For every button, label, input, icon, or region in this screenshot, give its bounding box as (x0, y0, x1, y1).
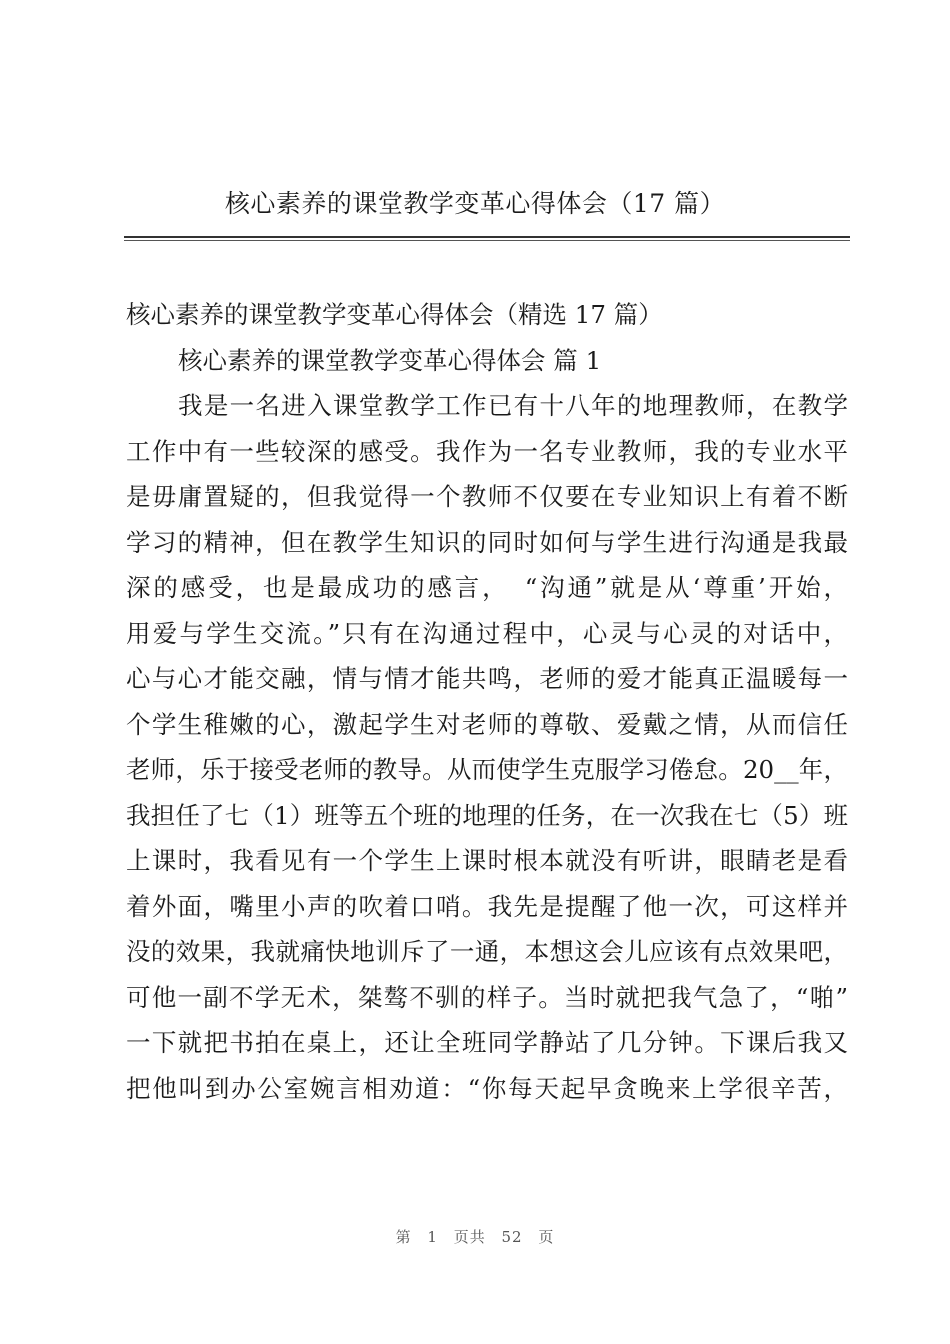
paragraph-line: 把他叫到办公室婉言相劝道：“你每天起早贪晚来上学很辛苦， (126, 1073, 848, 1103)
paragraph-line: 学习的精神，但在教学生知识的同时如何与学生进行沟通是我最 (126, 527, 848, 557)
running-header-title: 核心素养的课堂教学变革心得体会（17 篇） (224, 189, 726, 218)
header-rule-thick (124, 236, 850, 238)
paragraph-line: 心与心才能交融，情与情才能共鸣，老师的爱才能真正温暖每一 (126, 664, 848, 693)
paragraph-line: 一下就把书拍在桌上，还让全班同学静站了几分钟。下课后我又 (126, 1028, 848, 1057)
paragraph-line: 深的感受，也是最成功的感言， “沟通”就是从‘尊重’开始， (126, 573, 848, 602)
paragraph-line: 是毋庸置疑的，但我觉得一个教师不仅要在专业知识上有着不断 (126, 482, 848, 511)
section-heading: 核心素养的课堂教学变革心得体会 篇 1 (178, 345, 602, 375)
page-number-footer: 第 1 页共 52 页 (395, 1228, 555, 1246)
header-rule-thin (124, 240, 850, 241)
paragraph-line: 着外面，嘴里小声的吹着口哨。我先是提醒了他一次，可这样并 (126, 891, 848, 921)
paragraph-line: 老师，乐于接受老师的教导。从而使学生克服学习倦怠。20__年， (126, 755, 848, 784)
body-paragraph (126, 383, 848, 1111)
paragraph-line: 没的效果，我就痛快地训斥了一通，本想这会儿应该有点效果吧， (126, 937, 848, 966)
paragraph-line: 工作中有一些较深的感受。我作为一名专业教师，我的专业水平 (126, 436, 848, 466)
paragraph-line: 个学生稚嫩的心，激起学生对老师的尊敬、爱戴之情，从而信任 (126, 709, 848, 739)
paragraph-line: 上课时，我看见有一个学生上课时根本就没有听讲，眼睛老是看 (126, 846, 848, 875)
paragraph-line: 用爱与学生交流。”只有在沟通过程中，心灵与心灵的对话中， (126, 618, 848, 648)
header-rule (124, 236, 850, 241)
document-body (126, 292, 848, 1111)
paragraph-line: 我担任了七（1）班等五个班的地理的任务，在一次我在七（5）班 (126, 800, 848, 830)
paragraph-line: 我是一名进入课堂教学工作已有十八年的地理教师，在教学 (178, 391, 848, 420)
document-title: 核心素养的课堂教学变革心得体会（精选 17 篇） (126, 300, 663, 329)
paragraph-line: 可他一副不学无术，桀骜不驯的样子。当时就把我气急了，“啪” (126, 982, 848, 1012)
